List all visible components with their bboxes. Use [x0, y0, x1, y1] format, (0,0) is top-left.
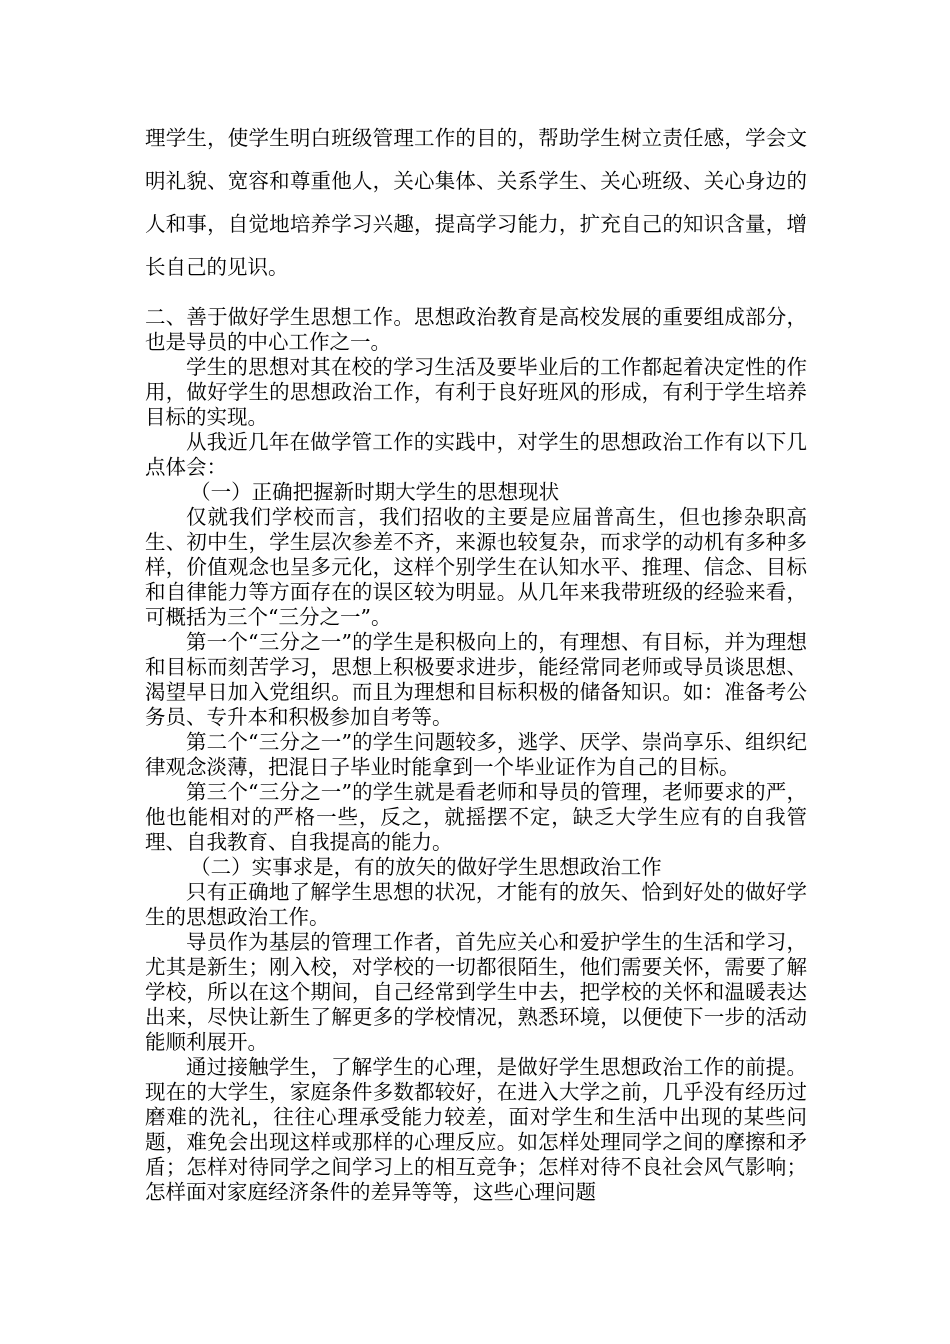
body-paragraph: 从我近几年在做学管工作的实践中，对学生的思想政治工作有以下几点体会：: [145, 430, 807, 479]
body-paragraph: 第一个“三分之一”的学生是积极向上的，有理想、有目标，并为理想和目标而刻苦学习，思想上积极要求进步，能经常同老师或导员谈思想、渴望早日加入党组织。而且为理想和目标积极的储备知识。如：准备考公务员、专升本和积极参加自考等。: [145, 630, 807, 729]
subheading-one: （一）正确把握新时期大学生的思想现状: [190, 480, 560, 504]
intro-section: [145, 117, 807, 289]
body-paragraph: 只有正确地了解学生思想的状况，才能有的放矢、恰到好处的做好学生的思想政治工作。: [145, 880, 807, 929]
section-heading-two: 二、善于做好学生思想工作。思想政治教育是高校发展的重要组成部分，也是导员的中心工作之一。: [145, 305, 807, 354]
body-paragraph: 第三个“三分之一”的学生就是看老师和导员的管理，老师要求的严，他也能相对的严格一些，反之，就摇摆不定，缺乏大学生应有的自我管理、自我教育、自我提高的能力。: [145, 780, 807, 854]
body-section: [145, 305, 807, 1205]
body-paragraph: 通过接触学生，了解学生的心理，是做好学生思想政治工作的前提。现在的大学生，家庭条件多数都较好，在进入大学之前，几乎没有经历过磨难的洗礼，往往心理承受能力较差，面对学生和生活中出现的某些问题，难免会出现这样或那样的心理反应。如怎样处理同学之间的摩擦和矛盾；怎样对待同学之间学习上的相互竞争；怎样对待不良社会风气影响；怎样面对家庭经济条件的差异等等，这些心理问题: [145, 1055, 807, 1204]
body-paragraph: 学生的思想对其在校的学习生活及要毕业后的工作都起着决定性的作用，做好学生的思想政治工作，有利于良好班风的形成，有利于学生培养目标的实现。: [145, 355, 807, 429]
intro-paragraph: 理学生，使学生明白班级管理工作的目的，帮助学生树立责任感，学会文明礼貌、宽容和尊重他人，关心集体、关系学生、关心班级、关心身边的人和事，自觉地培养学习兴趣，提高学习能力，扩充自己的知识含量，增长自己的见识。: [145, 126, 807, 279]
body-paragraph: 导员作为基层的管理工作者，首先应关心和爱护学生的生活和学习，尤其是新生；刚入校，对学校的一切都很陌生，他们需要关怀，需要了解学校，所以在这个期间，自己经常到学生中去，把学校的关怀和温暖表达出来，尽快让新生了解更多的学校情况，熟悉环境，以便使下一步的活动能顺利展开。: [145, 930, 807, 1054]
body-paragraph: 仅就我们学校而言，我们招收的主要是应届普高生，但也掺杂职高生、初中生，学生层次参差不齐，来源也较复杂，而求学的动机有多种多样，价值观念也呈多元化，这样个别学生在认知水平、推理、信念、目标和自律能力等方面存在的误区较为明显。从几年来我带班级的经验来看，可概括为三个“三分之一”。: [145, 505, 807, 629]
subheading-two: （二）实事求是，有的放矢的做好学生思想政治工作: [190, 855, 662, 879]
body-paragraph: 第二个“三分之一”的学生问题较多，逃学、厌学、崇尚享乐、组织纪律观念淡薄，把混日子毕业时能拿到一个毕业证作为自己的目标。: [145, 730, 807, 779]
